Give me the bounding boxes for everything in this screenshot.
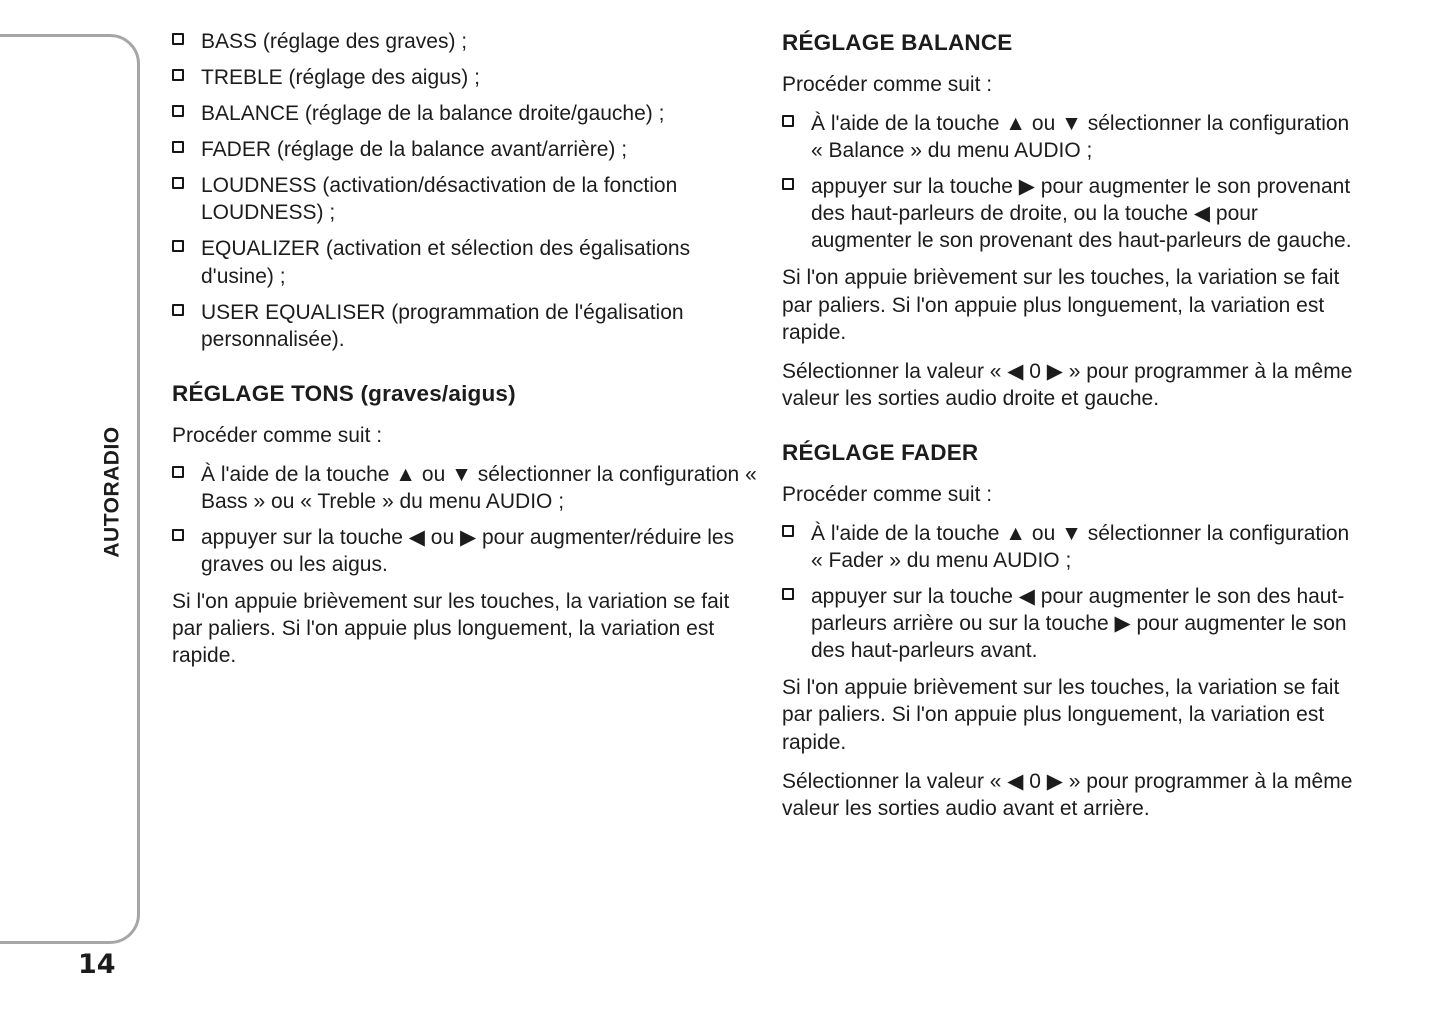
square-bullet-icon (782, 588, 794, 600)
square-bullet-icon (172, 177, 184, 189)
feature-list (172, 28, 764, 353)
list-item-text: LOUDNESS (activation/désactivation de la fonction LOUDNESS) ; (201, 174, 678, 225)
list-item (172, 235, 764, 289)
square-bullet-icon (782, 178, 794, 190)
section-intro: Procéder comme suit : (172, 423, 383, 447)
section-heading: RÉGLAGE BALANCE (782, 30, 1013, 55)
square-bullet-icon (172, 240, 184, 252)
procedure-list (782, 110, 1360, 254)
square-bullet-icon (782, 115, 794, 127)
list-item-text: BASS (réglage des graves) ; (201, 30, 468, 53)
square-bullet-icon (782, 525, 794, 537)
square-bullet-icon (172, 33, 184, 45)
list-item-text: À l'aide de la touche ▲ ou ▼ sélectionner la configuration « Balance » du menu AUDIO ; (811, 112, 1350, 163)
paragraph: Si l'on appuie brièvement sur les touches, la variation se fait par paliers. Si l'on appuie plus longuement, la variation est rapide. (782, 266, 1340, 344)
list-item-text: appuyer sur la touche ◀ ou ▶ pour augmenter/réduire les graves ou les aigus. (201, 526, 735, 577)
section-reglage-tons (172, 379, 764, 670)
right-column (782, 28, 1360, 834)
list-item-text: FADER (réglage de la balance avant/arrière) ; (201, 138, 628, 162)
square-bullet-icon (172, 141, 184, 153)
list-item (172, 136, 764, 163)
sidebar-section-label: AUTORADIO (100, 426, 124, 558)
section-reglage-balance (782, 28, 1360, 412)
list-item (172, 64, 764, 91)
square-bullet-icon (172, 69, 184, 81)
list-item (172, 172, 764, 226)
procedure-list (172, 461, 764, 578)
square-bullet-icon (172, 466, 184, 478)
list-item-text: À l'aide de la touche ▲ ou ▼ sélectionner la configuration « Fader » du menu AUDIO ; (811, 521, 1350, 573)
list-item-text: appuyer sur la touche ◀ pour augmenter le son des haut-parleurs arrière ou sur la touche ▶ pour augmenter le son des haut-parleurs avant. (811, 585, 1347, 663)
list-item (172, 28, 764, 55)
list-item (172, 299, 764, 353)
list-item-text: appuyer sur la touche ▶ pour augmenter le son provenant des haut-parleurs de droite, ou la touche ◀ pour augmenter le son provenant des haut-parleurs de gauche. (811, 175, 1352, 253)
section-heading: RÉGLAGE TONS (graves/aigus) (172, 380, 516, 406)
list-item (782, 173, 1360, 254)
list-item (782, 583, 1360, 664)
section-intro: Procéder comme suit : (782, 73, 993, 97)
paragraph: Sélectionner la valeur « ◀ 0 ▶ » pour programmer à la même valeur les sorties audio droite et gauche. (782, 359, 1353, 410)
square-bullet-icon (172, 529, 184, 541)
list-item-text: TREBLE (réglage des aigus) ; (201, 66, 480, 90)
paragraph: Sélectionner la valeur « ◀ 0 ▶ » pour programmer à la même valeur les sorties audio avant et arrière. (782, 769, 1353, 820)
square-bullet-icon (172, 304, 184, 316)
list-item-text: À l'aide de la touche ▲ ou ▼ sélectionner la configuration « Bass » ou « Treble » du menu AUDIO ; (201, 462, 757, 513)
list-item-text: USER EQUALISER (programmation de l'égalisation personnalisée). (201, 300, 684, 351)
section-intro: Procéder comme suit : (782, 482, 993, 506)
list-item (172, 100, 764, 127)
list-item (172, 461, 764, 515)
page-number: 14 (78, 949, 116, 980)
procedure-list (782, 520, 1360, 664)
list-item (782, 110, 1360, 164)
section-heading: RÉGLAGE FADER (782, 439, 979, 465)
paragraph: Si l'on appuie brièvement sur les touches, la variation se fait par paliers. Si l'on appuie plus longuement, la variation est rapide. (172, 590, 730, 668)
list-item-text: EQUALIZER (activation et sélection des égalisations d'usine) ; (201, 237, 691, 288)
section-reglage-fader (782, 438, 1360, 822)
left-column (172, 28, 764, 681)
list-item (782, 520, 1360, 574)
list-item (172, 524, 764, 578)
list-item-text: BALANCE (réglage de la balance droite/gauche) ; (201, 102, 665, 126)
square-bullet-icon (172, 105, 184, 117)
paragraph: Si l'on appuie brièvement sur les touches, la variation se fait par paliers. Si l'on appuie plus longuement, la variation est rapide. (782, 676, 1340, 754)
